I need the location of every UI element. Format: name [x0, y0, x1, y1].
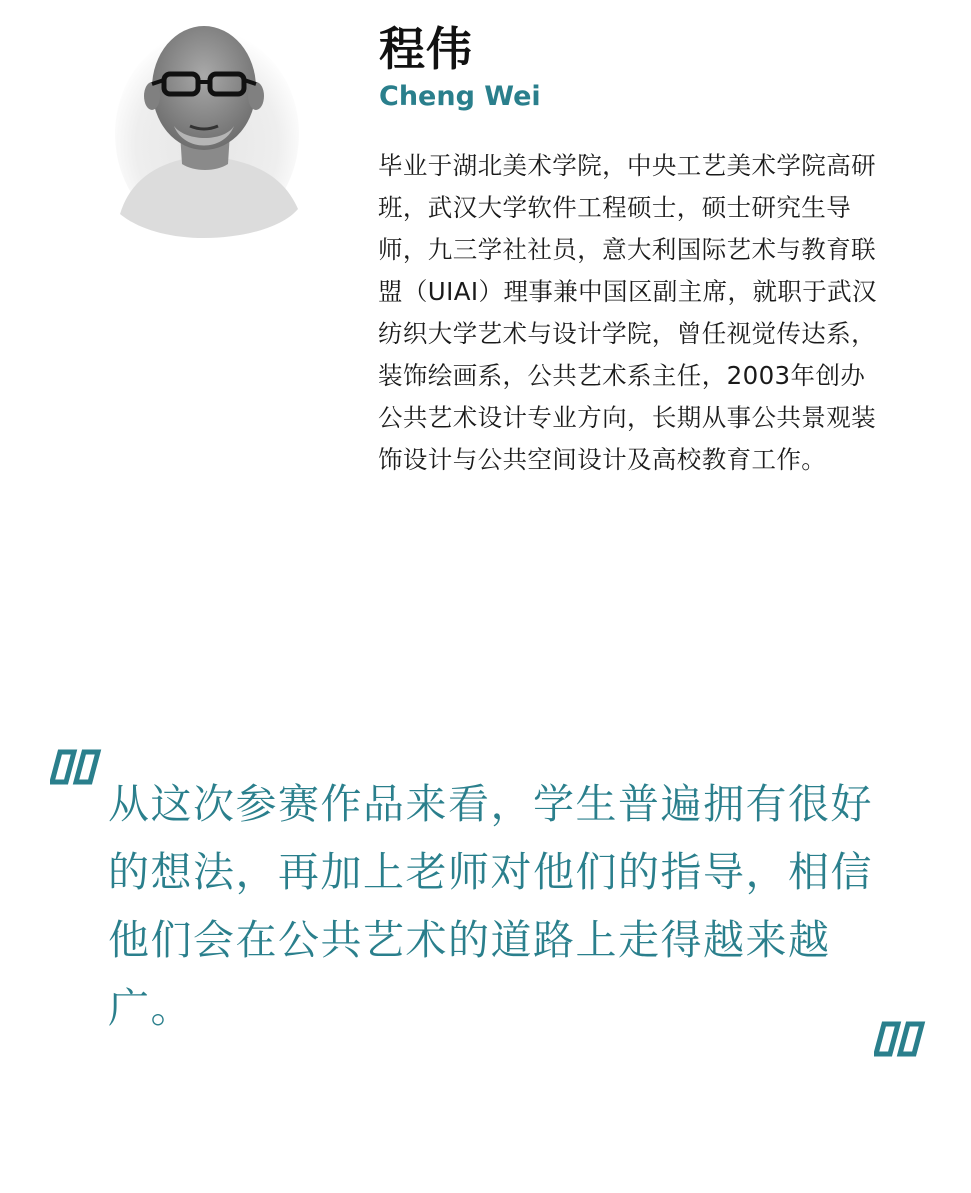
- name-chinese: 程伟: [379, 22, 473, 76]
- portrait-photo: [112, 14, 312, 238]
- quote-text: 从这次参赛作品来看，学生普遍拥有很好的想法，再加上老师对他们的指导，相信他们会在公共艺术的道路上走得越来越广。: [108, 780, 873, 1032]
- name-english: Cheng Wei: [379, 81, 541, 112]
- open-quote-icon: [50, 748, 102, 786]
- portrait-image: [112, 14, 312, 238]
- biography-text: 毕业于湖北美术学院，中央工艺美术学院高研班，武汉大学软件工程硕士，硕士研究生导师，九三学社社员，意大利国际艺术与教育联盟（UIAI）理事兼中国区副主席，就职于武汉纺织大学艺术与设计学院，曾任视觉传达系，装饰绘画系，公共艺术系主任，2003年创办公共艺术设计专业方向，长期从事公共景观装饰设计与公共空间设计及高校教育工作。: [378, 151, 877, 474]
- close-quote-icon: [874, 1020, 926, 1058]
